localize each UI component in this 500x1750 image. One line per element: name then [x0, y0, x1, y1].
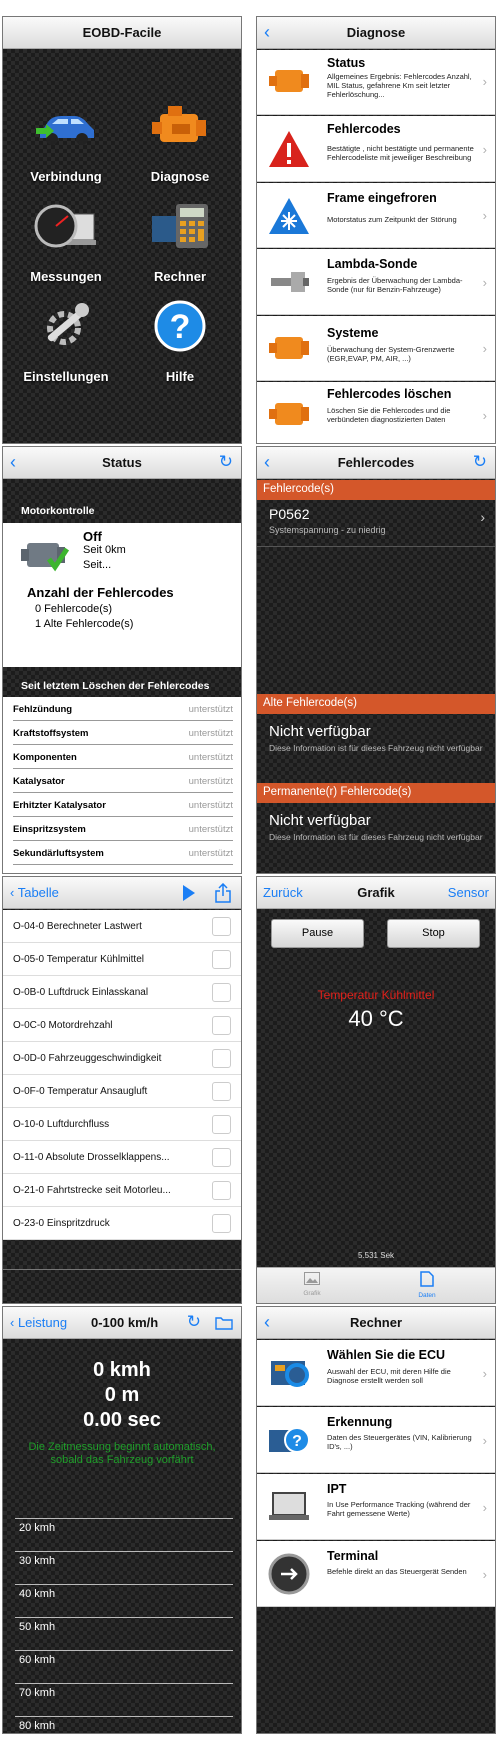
image-icon — [304, 1272, 320, 1285]
item-title: Status — [327, 56, 366, 70]
start-hint: Die Zeitmessung beginnt automatisch, sobald das Fahrzeug vorfährt — [28, 1441, 216, 1466]
chevron-right-icon: › — [482, 1433, 487, 1448]
snowflake-icon — [267, 194, 311, 238]
back-label: Leistung — [17, 1315, 68, 1330]
engine-icon — [267, 393, 311, 437]
row-value: unterstützt — [188, 800, 233, 811]
tabelle-navbar — [3, 877, 241, 909]
speed-row: 50 kmh — [15, 1617, 233, 1650]
row-value: unterstützt — [188, 752, 233, 763]
pid-checkbox[interactable] — [212, 1049, 231, 1068]
engine-icon — [267, 327, 311, 371]
leistung-navbar — [3, 1307, 241, 1339]
fault-code: P0562 — [269, 506, 310, 522]
sensor-value: 40 °C — [348, 1006, 404, 1031]
svg-text:?: ? — [292, 1433, 302, 1450]
tab-daten[interactable] — [402, 1271, 452, 1299]
chevron-right-icon: › — [482, 208, 487, 223]
ecu-icon — [267, 1351, 311, 1395]
pid-label: O-11-0 Absolute Drosselklappens... — [13, 1152, 170, 1163]
section-header: Fehlercode(s) — [257, 480, 495, 500]
table-row — [13, 817, 233, 841]
pid-checkbox[interactable] — [212, 917, 231, 936]
diagnose-item-loeschen[interactable] — [257, 382, 495, 444]
rechner-item-ecu[interactable] — [257, 1340, 495, 1406]
terminal-icon — [267, 1552, 311, 1596]
back-chevron-icon[interactable]: ‹ — [264, 22, 270, 42]
time-readout: 0.00 sec — [83, 1409, 161, 1431]
row-value: unterstützt — [188, 848, 233, 859]
pid-row[interactable] — [3, 910, 241, 943]
back-chevron-icon[interactable]: ‹ — [264, 452, 270, 472]
pause-button[interactable]: Pause — [271, 919, 364, 948]
item-desc: In Use Performance Tracking (während der Fahrt gemessene Werte) — [327, 1500, 471, 1518]
chevron-right-icon: › — [482, 341, 487, 356]
item-desc: Motorstatus zum Zeitpunkt der Störung — [327, 215, 457, 224]
table-row — [13, 793, 233, 817]
item-desc: Überwachung der System-Grenzwerte (EGR,EVAP, PM, AIR, ...) — [327, 345, 455, 363]
back-button[interactable]: Zurück — [263, 885, 303, 900]
rechner-screen — [256, 1306, 496, 1734]
row-key: Erhitzter Katalysator — [13, 800, 106, 811]
divider — [3, 1269, 241, 1270]
item-desc: Daten des Steuergerätes (VIN, Kalibrierung ID's, ...) — [327, 1433, 472, 1451]
pid-row[interactable] — [3, 976, 241, 1009]
row-value: unterstützt — [188, 776, 233, 787]
tab-grafik[interactable] — [287, 1272, 337, 1297]
speed-row: 30 kmh — [15, 1551, 233, 1584]
pid-label: O-10-0 Luftdurchfluss — [13, 1119, 110, 1130]
row-key: Einspritzsystem — [13, 824, 86, 835]
ecu-help-icon — [267, 1418, 311, 1462]
share-icon[interactable] — [215, 883, 231, 903]
laptop-gauge-icon — [34, 194, 98, 258]
fehlercodes-navbar — [257, 447, 495, 479]
chevron-right-icon: › — [482, 275, 487, 290]
document-icon — [420, 1271, 434, 1287]
item-title: Systeme — [327, 326, 379, 340]
sensor-button[interactable]: Sensor — [447, 885, 489, 900]
section-header: Alte Fehlercode(s) — [257, 694, 495, 714]
count-current: 0 Fehlercode(s) — [35, 603, 113, 615]
stop-button[interactable]: Stop — [387, 919, 480, 948]
item-desc: Ergebnis der Überwachung der Lambda-Sonde (nur für Benzin-Fahrzeuge) — [327, 276, 463, 294]
home-label-verbindung: Verbindung — [30, 169, 102, 184]
chevron-right-icon: › — [482, 1500, 487, 1515]
pid-row[interactable] — [3, 1174, 241, 1207]
row-key: Kraftstoffsystem — [13, 728, 89, 739]
home-label-rechner: Rechner — [153, 269, 207, 284]
calculator-icon — [148, 194, 212, 258]
item-desc: Allgemeines Ergebnis: Fehlercodes Anzahl, MIL Status, gefahrene Km seit letzter Fehlerlöschung... — [327, 72, 472, 99]
pid-checkbox[interactable] — [212, 950, 231, 969]
engine-icon — [267, 60, 311, 104]
diagnose-item-lambda[interactable] — [257, 249, 495, 315]
diagnose-item-fehlercodes[interactable] — [257, 116, 495, 182]
help-icon — [148, 294, 212, 358]
refresh-icon[interactable]: ↻ — [186, 1312, 201, 1331]
home-item-diagnose[interactable] — [125, 94, 235, 184]
rechner-item-terminal[interactable] — [257, 1541, 495, 1607]
distance-readout: 0 m — [104, 1384, 140, 1406]
leistung-screen — [2, 1306, 242, 1734]
pid-label: O-0C-0 Motordrehzahl — [13, 1020, 113, 1031]
refresh-icon[interactable]: ↻ — [472, 452, 487, 471]
pid-label: O-21-0 Fahrtstrecke seit Motorleu... — [13, 1185, 171, 1196]
pid-checkbox[interactable] — [212, 1115, 231, 1134]
page-title: Status — [102, 455, 142, 470]
diagnose-navbar — [257, 17, 495, 49]
back-label: Tabelle — [17, 885, 59, 900]
pid-checkbox[interactable] — [212, 1181, 231, 1200]
refresh-icon[interactable]: ↻ — [218, 452, 233, 471]
rechner-navbar — [257, 1307, 495, 1339]
pid-row[interactable] — [3, 943, 241, 976]
laptop-icon — [267, 1485, 311, 1529]
pid-row[interactable] — [3, 1042, 241, 1075]
table-row — [13, 841, 233, 865]
section-header: Permanente(r) Fehlercode(s) — [257, 783, 495, 803]
mil-state: Off — [83, 529, 102, 544]
table-row — [13, 697, 233, 721]
diagnose-item-frame[interactable] — [257, 183, 495, 248]
svg-text:?: ? — [169, 308, 191, 346]
home-item-hilfe[interactable] — [125, 294, 235, 384]
chevron-right-icon: › — [482, 74, 487, 89]
pid-checkbox[interactable] — [212, 1214, 231, 1233]
tab-label: Daten — [418, 1292, 436, 1299]
motor-status-panel — [3, 523, 241, 667]
chevron-right-icon: › — [480, 509, 485, 525]
fehlercodes-screen — [256, 446, 496, 874]
home-item-messungen[interactable] — [11, 194, 121, 284]
section-header: Motorkontrolle — [21, 505, 95, 517]
fault-code-desc: Systemspannung - zu niedrig — [269, 525, 386, 535]
page-title: Grafik — [357, 885, 395, 900]
seit-km: Seit 0km — [83, 544, 126, 556]
speed-row: 20 kmh — [15, 1518, 233, 1551]
row-key: Katalysator — [13, 776, 65, 787]
back-button[interactable]: ‹ Tabelle — [10, 885, 59, 900]
item-title: Fehlercodes löschen — [327, 387, 452, 401]
pid-row[interactable] — [3, 1141, 241, 1174]
old-codes-empty-desc: Diese Information ist für dieses Fahrzeug nicht verfügbar — [269, 743, 483, 753]
wrench-icon — [34, 294, 98, 358]
chevron-right-icon: › — [482, 1567, 487, 1582]
speed-row: 70 kmh — [15, 1683, 233, 1716]
car-icon — [34, 94, 98, 158]
item-desc: Löschen Sie die Fehlercodes und die verbündeten diagnostizierten Daten — [327, 406, 451, 424]
monitor-list — [3, 697, 241, 874]
engine-icon — [148, 94, 212, 158]
diagnose-screen — [256, 16, 496, 444]
item-title: Erkennung — [327, 1415, 393, 1429]
diagnose-item-systeme[interactable] — [257, 316, 495, 381]
pid-label: O-04-0 Berechneter Lastwert — [13, 921, 142, 932]
pid-row[interactable] — [3, 1009, 241, 1042]
home-label-einstellungen: Einstellungen — [23, 369, 109, 384]
pid-row[interactable] — [3, 1207, 241, 1240]
home-item-rechner[interactable] — [125, 194, 235, 284]
item-title: Terminal — [327, 1549, 379, 1563]
rechner-item-ipt[interactable] — [257, 1474, 495, 1540]
home-label-messungen: Messungen — [30, 269, 102, 284]
chevron-right-icon: › — [482, 142, 487, 157]
item-desc: Befehle direkt an das Steuergerät Senden — [327, 1567, 467, 1576]
speed-readout: 0 kmh — [93, 1359, 151, 1381]
sensor-name: Temperatur Kühlmittel — [317, 988, 435, 1002]
elapsed-time: 5.531 Sek — [357, 1251, 395, 1260]
warning-icon — [267, 127, 311, 171]
pid-label: O-23-0 Einspritzdruck — [13, 1218, 110, 1229]
item-desc: Auswahl der ECU, mit deren Hilfe die Diagnose erstellt werden soll — [327, 1367, 451, 1385]
rechner-item-erkennung[interactable] — [257, 1407, 495, 1473]
back-chevron-icon[interactable]: ‹ — [264, 1312, 270, 1332]
pid-checkbox[interactable] — [212, 1016, 231, 1035]
pid-checkbox[interactable] — [212, 1082, 231, 1101]
permanent-codes-empty: Nicht verfügbar — [269, 812, 371, 829]
section-header: Seit letztem Löschen der Fehlercodes — [21, 680, 210, 692]
back-button[interactable]: ‹ Leistung — [10, 1315, 68, 1330]
grafik-navbar — [257, 877, 495, 909]
pid-row[interactable] — [3, 1075, 241, 1108]
item-title: Lambda-Sonde — [327, 257, 418, 271]
home-item-verbindung[interactable] — [11, 94, 121, 184]
pid-label: O-05-0 Temperatur Kühlmittel — [13, 954, 144, 965]
seit: Seit... — [83, 559, 112, 571]
page-title: Fehlercodes — [337, 455, 415, 470]
row-value: unterstützt — [188, 728, 233, 739]
home-item-einstellungen[interactable] — [11, 294, 121, 384]
pid-row[interactable] — [3, 1108, 241, 1141]
row-key: Fehlzündung — [13, 704, 73, 715]
home-label-diagnose: Diagnose — [150, 169, 210, 184]
row-value: unterstützt — [188, 704, 233, 715]
pid-label: O-0D-0 Fahrzeuggeschwindigkeit — [13, 1053, 162, 1064]
tabelle-screen — [2, 876, 242, 1304]
home-label-hilfe: Hilfe — [165, 369, 195, 384]
tab-bar — [257, 1267, 495, 1304]
diagnose-item-status[interactable] — [257, 50, 495, 115]
status-navbar — [3, 447, 241, 479]
table-row — [13, 745, 233, 769]
fault-code-row[interactable] — [257, 501, 495, 547]
page-title: 0-100 km/h — [91, 1315, 159, 1330]
grafik-screen — [256, 876, 496, 1304]
home-screen — [2, 16, 242, 444]
item-desc: Bestätigte , nicht bestätigte und permanente Fehlercodeliste mit jeweiliger Beschreibung — [327, 144, 474, 162]
page-title: EOBD-Facile — [82, 25, 162, 40]
chevron-right-icon: › — [482, 1366, 487, 1381]
row-key: Komponenten — [13, 752, 77, 763]
pid-checkbox[interactable] — [212, 983, 231, 1002]
pid-label: O-0B-0 Luftdruck Einlasskanal — [13, 987, 149, 998]
home-navbar — [3, 17, 241, 49]
speed-row: 60 kmh — [15, 1650, 233, 1683]
item-title: IPT — [327, 1482, 347, 1496]
row-key: Sekundärluftsystem — [13, 848, 104, 859]
table-row — [13, 769, 233, 793]
pid-label: O-0F-0 Temperatur Ansaugluft — [13, 1086, 148, 1097]
chevron-right-icon: › — [482, 408, 487, 423]
old-codes-empty: Nicht verfügbar — [269, 723, 371, 740]
count-old: 1 Alte Fehlercode(s) — [35, 618, 134, 630]
item-title: Wählen Sie die ECU — [327, 1348, 446, 1362]
permanent-codes-empty-desc: Diese Information ist für dieses Fahrzeug nicht verfügbar — [269, 832, 483, 842]
play-icon[interactable] — [183, 885, 195, 901]
tab-label: Grafik — [303, 1290, 321, 1297]
lambda-sensor-icon — [267, 260, 311, 304]
item-title: Frame eingefroren — [327, 191, 437, 205]
folder-icon[interactable] — [215, 1316, 233, 1330]
item-title: Fehlercodes — [327, 122, 401, 136]
page-title: Rechner — [349, 1315, 403, 1330]
speed-row: 40 kmh — [15, 1584, 233, 1617]
pid-checkbox[interactable] — [212, 1148, 231, 1167]
engine-check-icon — [21, 535, 69, 575]
table-row — [13, 721, 233, 745]
status-screen — [2, 446, 242, 874]
anzahl-title: Anzahl der Fehlercodes — [27, 585, 174, 600]
speed-row: 80 kmh — [15, 1716, 233, 1734]
back-chevron-icon[interactable]: ‹ — [10, 452, 16, 472]
row-value: unterstützt — [188, 824, 233, 835]
page-title: Diagnose — [346, 25, 406, 40]
